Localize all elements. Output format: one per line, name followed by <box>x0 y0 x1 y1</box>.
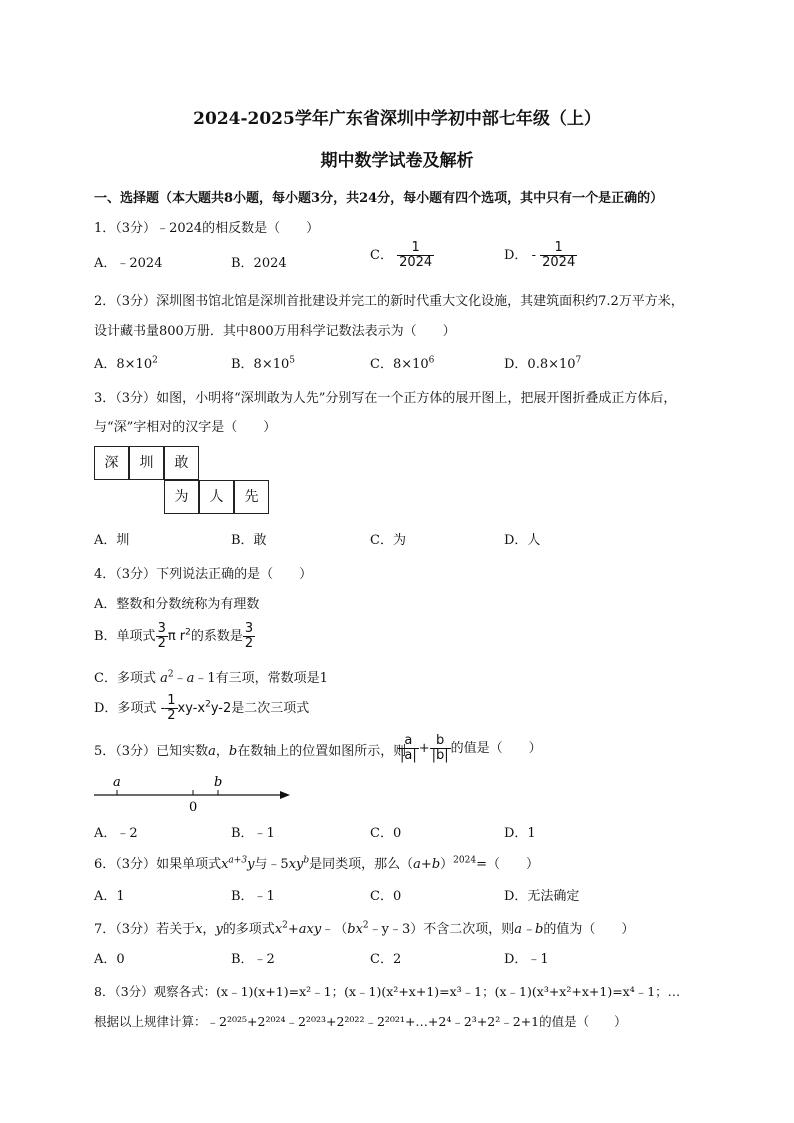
fraction <box>397 241 434 270</box>
q5-option-d: D．1 <box>504 826 536 841</box>
question-6 <box>94 853 539 872</box>
question-score: （3分） <box>115 857 157 872</box>
q5-option-c: C．0 <box>370 826 402 841</box>
q4-option-b <box>94 622 255 651</box>
q5-option-a: A．﹣2 <box>94 826 138 841</box>
option-label: D． <box>504 248 528 263</box>
question-text: 已知实数 <box>156 744 209 759</box>
question-score: （3分） <box>115 221 157 236</box>
question-score: （3分） <box>115 922 157 937</box>
question-2-line1 <box>94 290 684 309</box>
q3-option-a: A．圳 <box>94 533 130 548</box>
numerator: 3 <box>157 621 166 636</box>
axis-label-a: a <box>113 775 121 790</box>
q4-option-d <box>94 694 309 723</box>
denominator: |a| <box>400 748 417 763</box>
question-number: 3． <box>94 391 116 406</box>
fraction <box>430 734 451 763</box>
question-score: （3分） <box>114 984 154 999</box>
exponent: 2 <box>185 627 191 638</box>
exponent: 2 <box>362 920 369 931</box>
exponent: 2024 <box>453 855 477 866</box>
exam-title-line1: 2024-2025学年广东省深圳中学初中部七年级（上） <box>193 109 601 129</box>
plus-sign: + <box>418 741 430 756</box>
denominator: 2024 <box>399 255 433 270</box>
number-line-figure <box>90 770 300 815</box>
q7-option-a: A．0 <box>94 952 125 967</box>
math-expression: ﹣2²⁰²⁵+2²⁰²⁴﹣2²⁰²³+2²⁰²²﹣2²⁰²¹+…+2⁴﹣2³+2²﹣2+1 <box>206 1014 540 1029</box>
numerator: 3 <box>244 621 254 636</box>
q2-option-b <box>231 353 295 372</box>
numerator: a <box>404 733 413 748</box>
question-text: =（ ） <box>476 857 539 872</box>
exponent: 6 <box>428 355 435 366</box>
exponent: 2 <box>205 699 211 710</box>
option-text: C．8×10 <box>370 357 429 372</box>
question-score: （3分） <box>115 294 157 309</box>
q2-option-a <box>94 353 158 372</box>
numerator: 1 <box>167 693 176 708</box>
question-text: 与﹣5 <box>254 857 289 872</box>
punctuation: ） <box>440 857 454 872</box>
question-text: 的值为（ ） <box>543 922 635 937</box>
question-3-line2: 与“深”字相对的汉字是（ ） <box>94 420 277 435</box>
exam-title-line2: 期中数学试卷及解析 <box>320 151 474 171</box>
question-2-line2: 设计藏书量800万册．其中800万用科学记数法表示为（ ） <box>94 324 456 339</box>
exponent: 2 <box>152 355 158 366</box>
question-text: 如果单项式 <box>156 857 222 872</box>
option-text: B．8×10 <box>231 357 290 372</box>
axis-label-zero: 0 <box>189 800 198 815</box>
denominator: |b| <box>431 748 449 763</box>
option-text: D．多项式 <box>94 701 161 716</box>
q6-option-b: B．﹣1 <box>231 889 275 904</box>
variable: xy <box>288 857 304 872</box>
denominator: 2 <box>167 708 176 723</box>
option-text: 的系数是 <box>190 629 243 644</box>
q6-option-a: A．1 <box>94 889 125 904</box>
net-cell: 圳 <box>129 446 164 480</box>
question-text: 下列说法正确的是（ ） <box>156 567 313 582</box>
q7-option-c: C．2 <box>370 952 402 967</box>
q1-option-a: A．﹣2024 <box>94 256 163 271</box>
q6-option-d: D．无法确定 <box>504 889 580 904</box>
q1-option-c <box>370 241 434 270</box>
numerator: 1 <box>554 240 563 255</box>
fraction <box>398 734 419 763</box>
axis-label-b: b <box>214 775 223 790</box>
question-text: 的值是（ ） <box>539 1014 627 1029</box>
net-cell: 深 <box>94 446 129 480</box>
q2-option-d <box>504 353 581 372</box>
variable: a <box>208 744 216 759</box>
exponent: 5 <box>289 355 295 366</box>
question-text: 若关于 <box>156 922 196 937</box>
option-label: C． <box>370 248 393 263</box>
section-heading: 一、选择题（本大题共8小题，每小题3分，共24分，每小题有四个选项，其中只有一个是正确的） <box>94 191 664 206</box>
denominator: 2024 <box>542 255 576 270</box>
q1-option-b: B．2024 <box>231 256 287 271</box>
option-text: C．多项式 <box>94 671 161 686</box>
question-number: 6． <box>94 857 116 872</box>
question-5 <box>94 740 406 759</box>
arrow-head-icon <box>280 791 290 799</box>
q6-option-c: C．0 <box>370 889 402 904</box>
option-text: D．0.8×10 <box>504 357 576 372</box>
denominator: 2 <box>157 636 166 651</box>
q2-option-c <box>370 353 434 372</box>
variable: y <box>215 922 223 937</box>
question-text: ﹣2024的相反数是（ ） <box>156 221 320 236</box>
math-term: y-2 <box>210 701 232 716</box>
question-8-line2 <box>94 1012 627 1030</box>
question-1 <box>94 217 319 236</box>
question-3-line1 <box>94 387 676 406</box>
question-score: （3分） <box>115 744 157 759</box>
question-7 <box>94 918 634 937</box>
question-text: 在数轴上的位置如图所示，则 <box>237 744 407 759</box>
net-cell: 敢 <box>164 446 199 480</box>
question-score: （3分） <box>115 391 157 406</box>
fraction <box>156 622 168 651</box>
variable: x <box>274 922 283 937</box>
variable: y <box>247 857 255 872</box>
q3-option-d: D．人 <box>504 533 541 548</box>
q3-option-c: C．为 <box>370 533 406 548</box>
option-text: B．单项式 <box>94 629 156 644</box>
option-text: A．8×10 <box>94 357 153 372</box>
variable: b <box>228 744 238 759</box>
q1-option-d <box>504 241 577 270</box>
exponent: 2 <box>167 669 174 680</box>
question-8-line1 <box>94 982 680 1000</box>
numerator: 1 <box>411 240 420 255</box>
exponent: 7 <box>575 355 582 366</box>
denominator: 2 <box>244 636 254 651</box>
fraction <box>243 622 255 651</box>
math-term: ﹣（ <box>321 922 348 937</box>
plus-sign: + <box>287 922 299 937</box>
question-text: 深圳图书馆北馆是深圳首批建设并完工的新时代重大文化设施，其建筑面积约7.2万平方米， <box>156 294 684 309</box>
variable: a <box>186 671 195 686</box>
option-text: 是二次三项式 <box>231 701 310 716</box>
math-term: xy-x <box>177 701 206 716</box>
net-cell: 先 <box>234 480 269 514</box>
net-cell: 人 <box>199 480 234 514</box>
fraction <box>540 241 577 270</box>
math-term: π r <box>167 629 186 644</box>
exponent: b <box>303 855 310 866</box>
question-number: 8． <box>94 984 115 999</box>
q4-option-c <box>94 667 328 686</box>
question-text: 根据以上规律计算： <box>94 1014 207 1029</box>
question-score: （3分） <box>115 567 157 582</box>
question-number: 4． <box>94 567 116 582</box>
question-text: 的多项式 <box>222 922 275 937</box>
minus-sign: - <box>531 248 536 263</box>
q5-option-b: B．﹣1 <box>231 826 275 841</box>
question-text: 如图，小明将“深圳敢为人先”分别写在一个正方体的展开图上，把展开图折叠成正方体后， <box>156 391 677 406</box>
q4-option-a: A．整数和分数统称为有理数 <box>94 597 260 612</box>
minus-sign: - <box>160 701 166 716</box>
question-text: 的值是（ ） <box>450 741 542 756</box>
punctuation: ， <box>202 922 216 937</box>
variable: axy <box>298 922 322 937</box>
question-number: 7． <box>94 922 116 937</box>
net-cell: 为 <box>164 480 199 514</box>
q7-option-d: D．﹣1 <box>504 952 549 967</box>
variable: x <box>221 857 229 872</box>
math-term: ﹣ <box>173 671 187 686</box>
question-text: ﹣y﹣3）不含二次项，则 <box>368 922 515 937</box>
variable: x <box>195 922 203 937</box>
punctuation: ， <box>215 744 229 759</box>
q5-fraction-expression <box>398 734 542 763</box>
numerator: b <box>436 733 445 748</box>
q3-option-b: B．敢 <box>231 533 267 548</box>
exponent: 2 <box>282 920 288 931</box>
question-4 <box>94 563 312 582</box>
q7-option-b: B．﹣2 <box>231 952 275 967</box>
question-number: 2． <box>94 294 116 309</box>
question-text: 是同类项，那么（ <box>309 857 414 872</box>
variable: a﹣b <box>514 922 544 937</box>
question-number: 5． <box>94 744 116 759</box>
variable: a <box>160 671 168 686</box>
question-text: 观察各式：(x﹣1)(x+1)=x²﹣1；(x﹣1)(x²+x+1)=x³﹣1；(x﹣1)(x³+x²+x+1)=x⁴﹣1；… <box>153 984 681 999</box>
variable: a+b <box>413 857 441 872</box>
option-text: ﹣1有三项，常数项是1 <box>194 671 328 686</box>
question-number: 1． <box>94 221 116 236</box>
fraction <box>165 694 177 723</box>
variable: bx <box>347 922 363 937</box>
exponent: a+3 <box>228 855 248 866</box>
